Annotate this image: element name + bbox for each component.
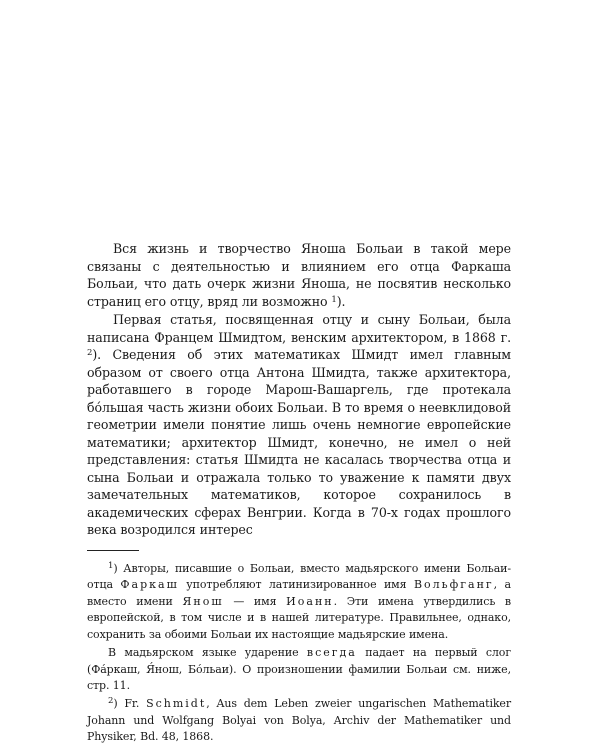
paragraph-2-text-b: ). Сведения об этих математиках Шмидт имел главным образом от своего отца Антона Шмидта, также архитектора, работавшего в городе Марош-Вашаргель, где протекала бо́льшая часть жизни обоих Больаи. В то время о неевклидовой геометрии имели понятие лишь очень немногие европейские математики; архитектор Шмидт, конечно, не имел о ней представления: статья Шмидта не касалась творчества отца и сына Больаи и отражала только то уважение к памяти двух замечательных математиков, которое сохранилось в академических сферах Венгрии. Когда в 70-х годах прошлого века возродился интерес	[87, 347, 511, 537]
footnote-1-name-farkas: Фаркаш	[120, 578, 179, 592]
footnote-divider	[87, 550, 139, 551]
footnote-1-name-ioann: Иоанн	[286, 594, 334, 608]
footnote-2-text-a: ) Fr.	[113, 697, 140, 711]
footnote-1-name-janos: Янош	[182, 594, 224, 608]
footnote-1b-text-b: падает на первый слог (Фа́ркаш, Я́нош, Бо́льаи). О произношении фамилии Больаи см. ниже, стр. 11.	[87, 645, 511, 693]
footnote-2-text-b: , Aus dem Leben zweier ungarischen Mathematiker Johann und Wolfgang Bolyai von Bolya, Archiv der Mathematiker und Physiker, Bd. 48, 1868.	[87, 697, 511, 744]
footnote-2-author: Schmidt	[146, 697, 207, 711]
footnote-ref-2: 2	[87, 348, 93, 358]
footnote-1-text-a: ) Авторы, писавшие о Больаи, вместо мадьярского имени Больаи-отца	[87, 561, 511, 592]
footnote-1-text-b: употребляют латинизированное имя	[186, 578, 407, 592]
footnote-1-name-wolfgang: Вольфганг	[413, 578, 494, 592]
book-page	[87, 240, 511, 746]
paragraph-1-tail: ).	[336, 293, 346, 309]
footnote-2	[87, 696, 511, 746]
footnote-1b-emphasis: всегда	[306, 645, 357, 659]
footnote-1-marker: 1	[108, 560, 114, 571]
footnote-1-text-d: — имя	[233, 594, 277, 608]
footnote-1b-text-a: В мадьярском языке ударение	[108, 645, 299, 659]
paragraph-1	[87, 240, 511, 310]
footnote-1-continuation	[87, 645, 511, 695]
footnote-1-text-e: . Эти имена утвердились в европейской, в том числе и в нашей литературе. Правильнее, однако, сохранить за обоими Больаи их настоящие мадьярские имена.	[87, 594, 512, 641]
footnote-1-text-c: , а вместо имени	[87, 578, 511, 608]
footnotes	[87, 561, 511, 747]
paragraph-1-text: Вся жизнь и творчество Яноша Больаи в такой мере связаны с деятельностью и влиянием его отца Фаркаша Больаи, что дать очерк жизни Яноша, не посвятив несколько страниц его отцу, вряд ли возможно	[87, 241, 511, 309]
main-text	[87, 240, 511, 539]
paragraph-2	[87, 311, 511, 539]
footnote-2-marker: 2	[108, 696, 114, 707]
footnote-ref-1: 1	[331, 294, 337, 305]
footnote-1	[87, 561, 511, 644]
paragraph-2-text-a: Первая статья, посвященная отцу и сыну Больаи, была написана Францем Шмидтом, венским архитектором, в 1868 г.	[87, 312, 511, 345]
